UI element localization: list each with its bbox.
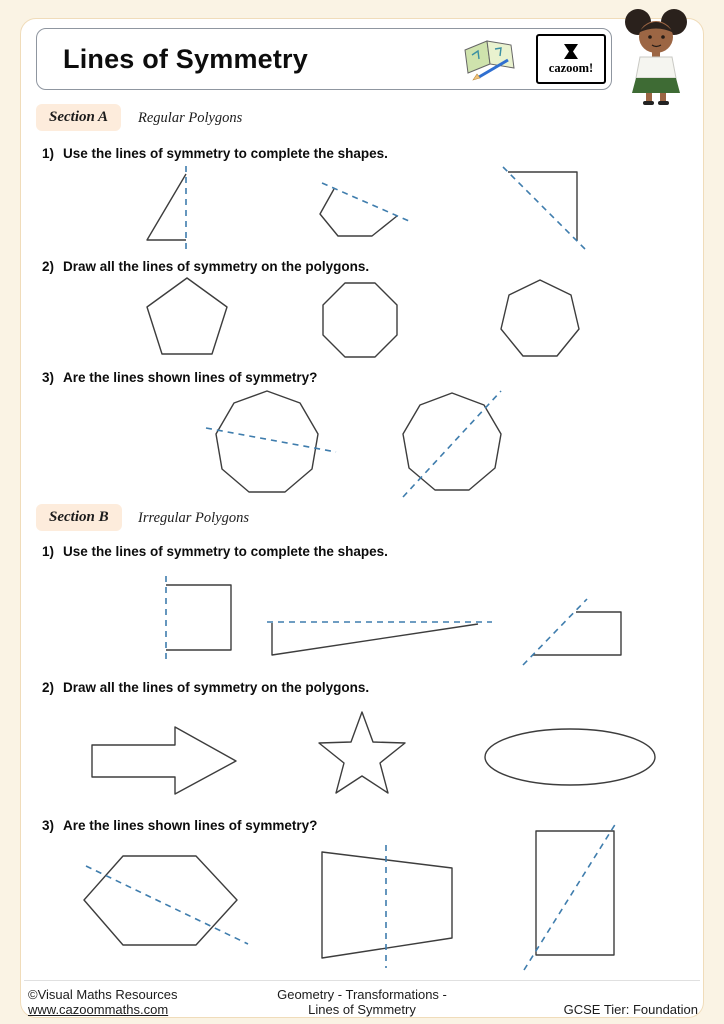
nonagon-with-diagonal-line [403, 391, 501, 497]
question-text: Draw all the lines of symmetry on the polygons. [63, 259, 370, 274]
octagon-shape [323, 283, 397, 357]
thin-half-triangle-with-symmetry-line [267, 622, 492, 655]
arrow-shape [92, 727, 236, 794]
footer-divider [24, 980, 700, 981]
question-b2 [42, 680, 369, 695]
cazoom-logo [536, 34, 606, 84]
section-a-subtitle: Regular Polygons [138, 110, 243, 126]
question-a2 [42, 259, 369, 274]
question-number: 1) [42, 146, 55, 161]
question-text: Use the lines of symmetry to complete the shapes. [63, 544, 388, 559]
trapezoid-with-vertical-line [322, 845, 452, 968]
star-shape [319, 712, 405, 793]
question-a1 [42, 146, 388, 161]
half-triangle-with-symmetry-line [147, 166, 186, 249]
question-number: 3) [42, 370, 55, 385]
pentagon-shape [147, 278, 227, 354]
half-quadrilateral-with-symmetry-line [523, 599, 621, 665]
question-b3 [42, 818, 317, 833]
question-text: Are the lines shown lines of symmetry? [63, 370, 318, 385]
question-number: 2) [42, 680, 55, 695]
symmetry-line [322, 183, 409, 221]
website-link[interactable]: www.cazoommaths.com [28, 1002, 169, 1017]
half-square-with-symmetry-line [503, 167, 585, 249]
question-number: 1) [42, 544, 55, 559]
nonagon-with-non-symmetry-line [206, 391, 336, 492]
question-text: Draw all the lines of symmetry on the polygons. [63, 680, 370, 695]
section-b-badge: Section B [36, 504, 122, 531]
half-square-open-left-with-symmetry-line [166, 576, 231, 659]
page-title: Lines of Symmetry [63, 43, 308, 74]
question-text: Use the lines of symmetry to complete the shapes. [63, 146, 388, 161]
topic-line-1: Geometry - Transformations - [277, 987, 447, 1002]
heptagon-shape [501, 280, 579, 356]
test-line [524, 823, 616, 970]
ellipse-shape [485, 729, 655, 785]
tier-label: GCSE Tier: Foundation [563, 1002, 698, 1017]
question-number: 3) [42, 818, 55, 833]
half-hexagon-with-symmetry-line [320, 183, 409, 236]
girl-character-illustration [616, 6, 698, 111]
question-text: Are the lines shown lines of symmetry? [63, 818, 318, 833]
question-b1 [42, 544, 388, 559]
cazoom-glyph-icon [562, 43, 580, 60]
copyright-text: ©Visual Maths Resources [28, 987, 178, 1002]
cazoom-logo-text: cazoom! [548, 60, 594, 75]
symmetry-line [503, 167, 585, 249]
hexagon-with-non-symmetry-line [84, 856, 248, 945]
test-line [403, 391, 501, 497]
question-number: 2) [42, 259, 55, 274]
section-b-subtitle: Irregular Polygons [138, 510, 250, 526]
section-a-badge: Section A [36, 104, 121, 131]
question-a3 [42, 370, 317, 385]
rectangle-with-diagonal-line [524, 823, 616, 970]
notebook-pencil-icon [452, 36, 526, 87]
test-line [86, 866, 248, 944]
topic-line-2: Lines of Symmetry [308, 1002, 416, 1017]
